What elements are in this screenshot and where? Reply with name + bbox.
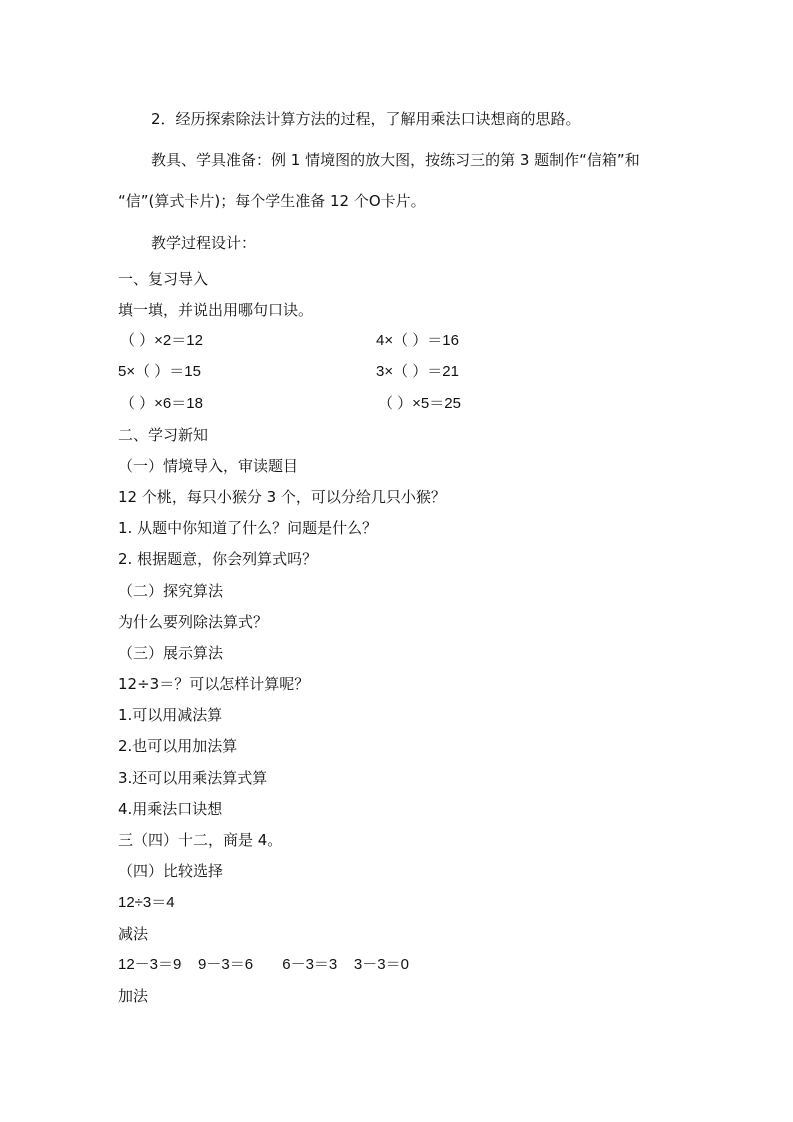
calc-question: 12÷3＝？可以怎样计算呢？ bbox=[118, 675, 310, 693]
question-1: 1. 从题中你知道了什么？问题是什么？ bbox=[118, 519, 378, 537]
exercise-r2-right: 3×（ ）＝21 bbox=[376, 363, 459, 380]
why-division: 为什么要列除法算式？ bbox=[118, 613, 269, 631]
mnemonic-line: 三（四）十二，商是 4。 bbox=[118, 831, 283, 849]
method-3: 3.还可以用乘法算式算 bbox=[118, 769, 268, 787]
fill-instruction: 填一填，并说出用哪句口诀。 bbox=[118, 301, 314, 319]
objective-2: 2．经历探索除法计算方法的过程，了解用乘法口诀想商的思路。 bbox=[151, 110, 581, 128]
method-2: 2.也可以用加法算 bbox=[118, 737, 238, 755]
problem-statement: 12 个桃，每只小猴分 3 个，可以分给几只小猴？ bbox=[118, 488, 446, 506]
exercise-r3-right: （ ）×5＝25 bbox=[378, 395, 461, 412]
question-2: 2. 根据题意，你会列算式吗？ bbox=[118, 550, 318, 568]
exercise-r1-right: 4×（ ）＝16 bbox=[376, 332, 459, 349]
exercise-r1-left: （ ）×2＝12 bbox=[120, 332, 203, 349]
subsection-1: （一）情境导入，审读题目 bbox=[118, 457, 299, 475]
process-title: 教学过程设计： bbox=[151, 234, 257, 252]
subsection-3: （三）展示算法 bbox=[118, 644, 224, 662]
exercise-r2-left: 5×（ ）＝15 bbox=[118, 363, 201, 380]
exercise-r3-left: （ ）×6＝18 bbox=[120, 395, 203, 412]
result-line: 12÷3＝4 bbox=[118, 894, 175, 911]
subtraction-label: 减法 bbox=[118, 925, 149, 943]
prep-line-2: “信”(算式卡片)；每个学生准备 12 个O卡片。 bbox=[118, 192, 426, 210]
section-1-heading: 一、复习导入 bbox=[118, 270, 209, 288]
addition-label: 加法 bbox=[118, 987, 149, 1005]
section-2-heading: 二、学习新知 bbox=[118, 426, 209, 444]
subtraction-steps: 12－3＝9 9－3＝6 6－3＝3 3－3＝0 bbox=[118, 956, 409, 973]
subsection-4: （四）比较选择 bbox=[118, 862, 224, 880]
subsection-2: （二）探究算法 bbox=[118, 582, 224, 600]
method-1: 1.可以用减法算 bbox=[118, 706, 223, 724]
method-4: 4.用乘法口诀想 bbox=[118, 800, 223, 818]
prep-line-1: 教具、学具准备：例 1 情境图的放大图，按练习三的第 3 题制作“信箱”和 bbox=[151, 151, 640, 169]
